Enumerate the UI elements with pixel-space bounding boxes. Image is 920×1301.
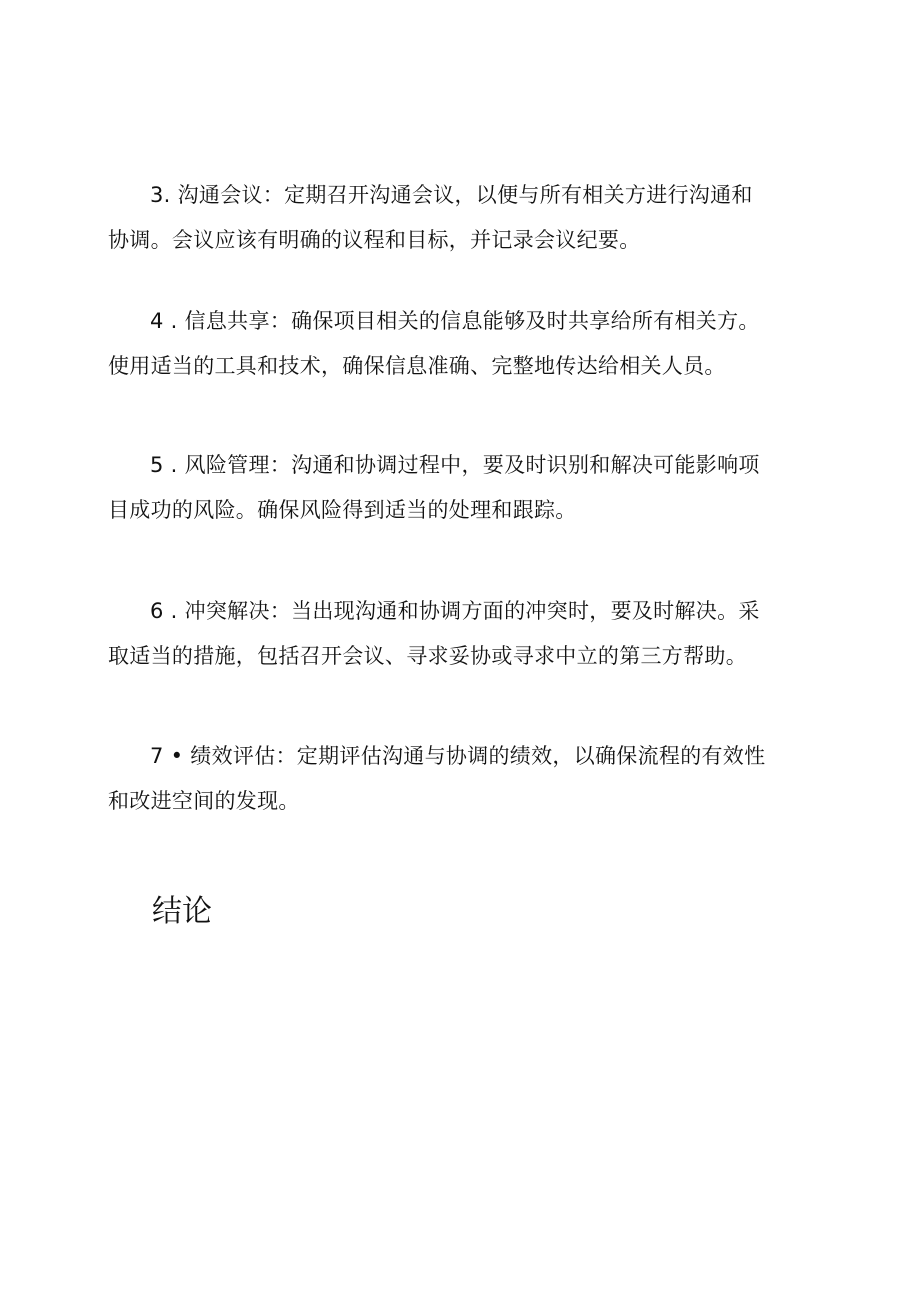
paragraph-performance-evaluation: [108, 734, 820, 824]
paragraph-line: 取适当的措施，包括召开会议、寻求妥协或寻求中立的第三方帮助。: [108, 644, 747, 668]
paragraph-conflict-resolution: [108, 589, 820, 679]
paragraph-communication-meetings: [108, 173, 820, 263]
paragraph-line: 协调。会议应该有明确的议程和目标，并记录会议纪要。: [108, 228, 641, 252]
paragraph-line: 3. 沟通会议：定期召开沟通会议，以便与所有相关方进行沟通和: [150, 183, 753, 207]
paragraph-line: 和改进空间的发现。: [108, 789, 300, 813]
paragraph-line: 4 . 信息共享：确保项目相关的信息能够及时共享给所有相关方。: [150, 309, 760, 333]
paragraph-line: 7 • 绩效评估：定期评估沟通与协调的绩效，以确保流程的有效性: [150, 744, 766, 768]
section-heading-conclusion: 结论: [152, 894, 212, 929]
paragraph-line: 6 . 冲突解决：当出现沟通和协调方面的冲突时，要及时解决。采: [150, 599, 760, 623]
paragraph-line: 5 . 风险管理：沟通和协调过程中，要及时识别和解决可能影响项: [150, 453, 760, 477]
paragraph-line: 使用适当的工具和技术，确保信息准确、完整地传达给相关人员。: [108, 354, 726, 378]
paragraph-information-sharing: [108, 299, 820, 389]
paragraph-risk-management: [108, 443, 820, 533]
paragraph-line: 目成功的风险。确保风险得到适当的处理和跟踪。: [108, 498, 577, 522]
